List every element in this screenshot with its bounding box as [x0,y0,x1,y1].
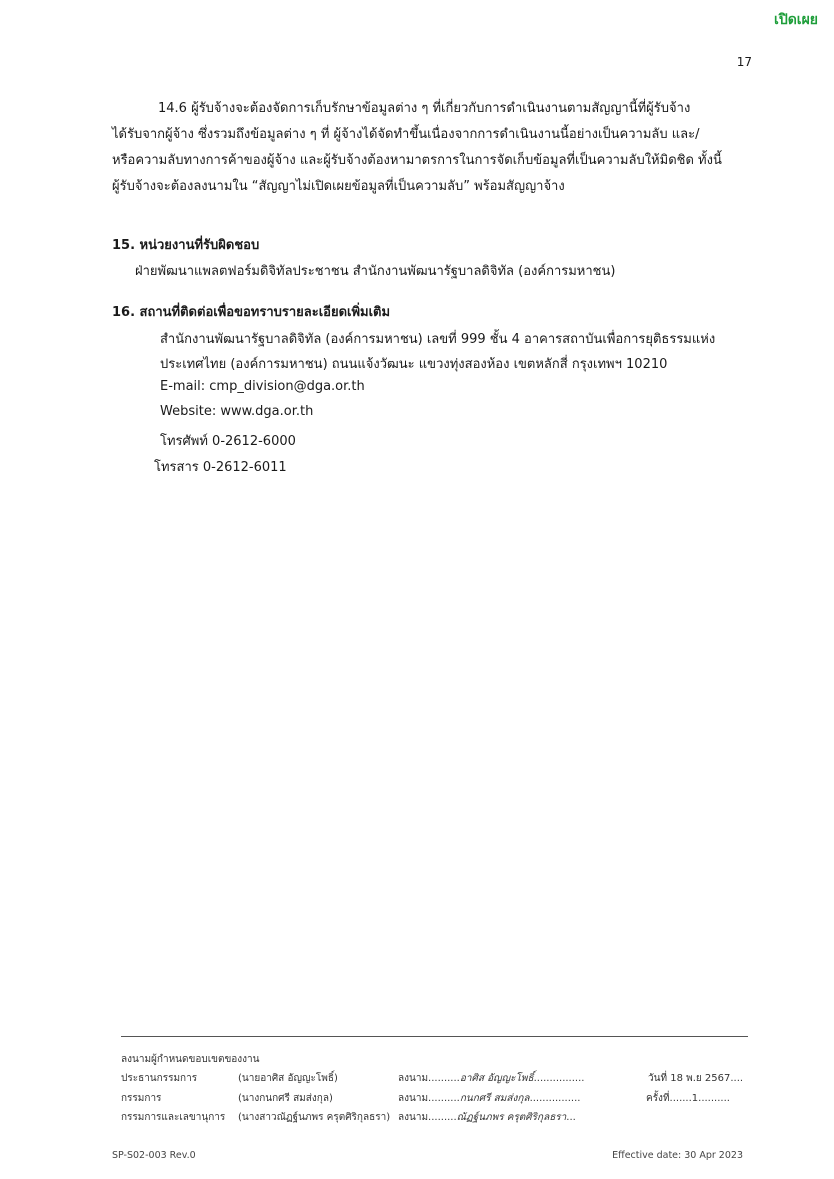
address-line-2: ประเทศไทย (องค์การมหาชน) ถนนแจ้งวัฒนะ แขวงทุ่งสองห้อง เขตหลักสี่ กรุงเทพฯ 10210 [160,357,668,372]
paragraph-line: 14.6 ผู้รับจ้างจะต้องจัดการเก็บรักษาข้อมูลต่าง ๆ ที่เกี่ยวกับการดำเนินงานตามสัญญานี้ที่ผู้รับจ้าง [158,101,691,116]
handwritten-signature: อาศิส อัญญะโพธิ์ [459,1073,534,1084]
paragraph-line: ได้รับจากผู้จ้าง ซึ่งรวมถึงข้อมูลต่าง ๆ ที่ ผู้จ้างได้จัดทำขึ้นเนื่องจากการดำเนินงานนี้อย่างเป็นความลับ และ/ [112,127,700,142]
handwritten-signature: กนกศรี สมส่งกุล [459,1093,530,1104]
sign-prefix: ลงนาม.......... [398,1073,460,1084]
signature-divider [121,1036,748,1037]
revision-count: ครั้งที่.......1.......... [646,1093,730,1104]
sign-suffix: ................ [529,1093,581,1104]
signer-role: กรรมการ [121,1093,162,1104]
contact-phone: โทรศัพท์ 0-2612-6000 [160,434,296,449]
signer-name: (นายอาศิส อัญญะโพธิ์) [238,1073,338,1084]
signer-name: (นางสาวณัฏฐ์นภพร ครุตศิริกุลธรา) [238,1112,391,1123]
contact-website: Website: www.dga.or.th [160,404,314,419]
sign-prefix: ลงนาม.......... [398,1093,460,1104]
section-16-heading: 16. สถานที่ติดต่อเพื่อขอทราบรายละเอียดเพิ่มเติม [112,305,391,320]
effective-date: Effective date: 30 Apr 2023 [612,1150,743,1161]
signer-role: กรรมการและเลขานุการ [121,1112,226,1123]
paragraph-line: หรือความลับทางการค้าของผู้จ้าง และผู้รับจ้างต้องหามาตรการในการจัดเก็บข้อมูลที่เป็นความลับให้มิดชิด ทั้งนี้ [112,153,722,168]
sign-prefix: ลงนาม......... [398,1112,457,1123]
signature-line [398,1091,580,1106]
page-number: 17 [736,55,752,69]
address-line-1: สำนักงานพัฒนารัฐบาลดิจิทัล (องค์การมหาชน) เลขที่ 999 ชั้น 4 อาคารสถาบันเพื่อการยุติธรรมแห่ง [160,332,716,347]
section-15-heading: 15. หน่วยงานที่รับผิดชอบ [112,238,260,253]
approval-date: วันที่ 18 พ.ย 2567.... [648,1073,744,1084]
paragraph-14-6 [112,96,757,200]
document-code: SP-S02-003 Rev.0 [112,1150,196,1161]
signer-name: (นางกนกศรี สมส่งกุล) [238,1093,333,1104]
sign-suffix: ................ [533,1073,585,1084]
handwritten-signature: ณัฏฐ์นภพร ครุตศิริกุลธรา [456,1112,567,1123]
signer-role: ประธานกรรมการ [121,1073,198,1084]
signature-title: ลงนามผู้กำหนดขอบเขตของงาน [121,1054,260,1065]
sign-suffix: ... [566,1112,576,1123]
contact-email: E-mail: cmp_division@dga.or.th [160,379,365,394]
contact-fax: โทรสาร 0-2612-6011 [154,460,287,475]
paragraph-line: ผู้รับจ้างจะต้องลงนามใน “สัญญาไม่เปิดเผยข้อมูลที่เป็นความลับ” พร้อมสัญญาจ้าง [112,179,565,194]
signature-line [398,1110,576,1125]
classification-badge: เปิดเผย [774,12,818,28]
signature-line [398,1071,584,1086]
section-15-body: ฝ่ายพัฒนาแพลตฟอร์มดิจิทัลประชาชน สำนักงานพัฒนารัฐบาลดิจิทัล (องค์การมหาชน) [135,264,616,279]
